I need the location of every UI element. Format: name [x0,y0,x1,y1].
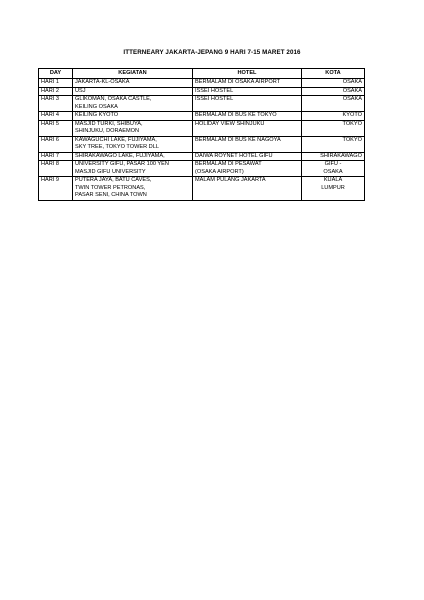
table-body [39,79,365,201]
cell-hotel [193,96,302,112]
cell-hotel [193,120,302,136]
cell-hotel [193,79,302,88]
cell-kegiatan-line: KEILING KYOTO [75,112,119,118]
cell-kegiatan-line: USJ [75,87,86,94]
table-row [39,152,365,161]
cell-kota-line: KYOTO [342,112,362,118]
cell-hotel-line: BERMALAM DI PESAWAT [195,161,262,167]
cell-kota [302,177,365,201]
cell-kegiatan-line: KAWAGUCHI LAKE, FUJIYAMA, [75,136,157,143]
cell-kegiatan-line: MASJID GIFU UNIVERSITY [75,168,146,175]
header-kegiatan: KEGIATAN [73,69,193,79]
cell-kegiatan-line: SKY TREE, TOKYO TOWER DLL [75,144,159,150]
cell-kegiatan [73,136,193,152]
cell-hotel-line: BERMALAM DI BUS KE TOKYO [195,112,277,118]
cell-kota-line: KUALA [323,177,343,183]
cell-kota [302,152,365,161]
table-row [39,177,365,201]
cell-kegiatan-line: KEILING OSAKA [75,103,118,110]
document-title: ITTERNEARY JAKARTA-JEPANG 9 HARI 7-15 MARET 2016 [123,49,301,56]
cell-kegiatan [73,87,193,96]
cell-hotel-line: DAIWA ROYNET HOTEL GIFU [195,152,273,159]
header-kota: KOTA [302,69,365,79]
cell-day: HARI 6 [39,136,73,152]
cell-day: HARI 8 [39,161,73,177]
cell-kota-line: OSAKA [323,168,343,175]
cell-kota [302,112,365,121]
table-row [39,120,365,136]
cell-hotel [193,177,302,201]
table-row [39,96,365,112]
cell-kegiatan [73,112,193,121]
cell-hotel-line: BERMALAM DI BUS KE NAGOYA [195,136,281,143]
cell-kota-line: OSAKA [342,96,362,102]
cell-kota [302,87,365,96]
cell-kota-line: TOKYO [342,136,362,143]
cell-hotel [193,136,302,152]
cell-kegiatan-line: PUTERA JAYA, BATU CAVES, [75,177,152,183]
cell-kota-line: OSAKA [342,79,362,85]
cell-day: HARI 4 [39,112,73,121]
table-row [39,112,365,121]
cell-kota-line: TOKYO [342,120,362,127]
cell-hotel-line: (OSAKA AIRPORT) [195,168,244,175]
cell-kota [302,161,365,177]
cell-kota [302,120,365,136]
cell-hotel-line: MALAM PULANG JAKARTA [195,177,266,183]
cell-kota-line: GIFU - [324,161,342,167]
cell-hotel-line: ISSEI HOSTEL [195,87,234,94]
cell-hotel [193,161,302,177]
cell-day: HARI 5 [39,120,73,136]
cell-kegiatan-line: MASJID TURKI, SHIBUYA, [75,120,143,127]
cell-kota-line: OSAKA [342,87,362,94]
cell-hotel [193,87,302,96]
cell-kegiatan-line: TWIN TOWER PETRONAS, [75,184,146,191]
cell-kegiatan-line: SHINJUKU, DORAEMON [75,128,140,134]
table-row [39,136,365,152]
cell-kegiatan-line: GLIKOMAN, OSAKA CASTLE, [75,96,152,102]
header-hotel: HOTEL [193,69,302,79]
cell-kegiatan [73,79,193,88]
itinerary-table [38,68,365,201]
cell-kota [302,79,365,88]
cell-kota-line: LUMPUR [321,184,345,191]
cell-day: HARI 1 [39,79,73,88]
cell-day: HARI 2 [39,87,73,96]
cell-kegiatan [73,96,193,112]
cell-day: HARI 3 [39,96,73,112]
cell-kegiatan-line: UNIVERSITY GIFU, PASAR 100 YEN [75,161,169,167]
cell-day: HARI 7 [39,152,73,161]
header-day: DAY [39,69,73,79]
table-row [39,87,365,96]
cell-hotel-line: BERMALAM DI OSAKA AIRPORT [195,79,281,85]
cell-kegiatan [73,177,193,201]
table-header-row [39,69,365,79]
cell-kota [302,96,365,112]
cell-kegiatan-line: SHIRAKAWAGO LAKE, FUJIYAMA, [75,152,165,159]
cell-kegiatan-line: JAKARTA-KL-OSAKA [75,79,130,85]
cell-hotel [193,152,302,161]
cell-kegiatan-line: PASAR SENI, CHINA TOWN [75,192,147,198]
cell-hotel-line: HOLIDAY VIEW SHINJUKU [195,120,265,127]
cell-kegiatan [73,152,193,161]
cell-kegiatan [73,120,193,136]
cell-kota [302,136,365,152]
cell-hotel [193,112,302,121]
table-row [39,161,365,177]
cell-day: HARI 9 [39,177,73,201]
cell-kota-line: SHIRAKAWAGO [320,152,362,159]
cell-kegiatan [73,161,193,177]
table-row [39,79,365,88]
cell-hotel-line: ISSEI HOSTEL [195,96,234,102]
